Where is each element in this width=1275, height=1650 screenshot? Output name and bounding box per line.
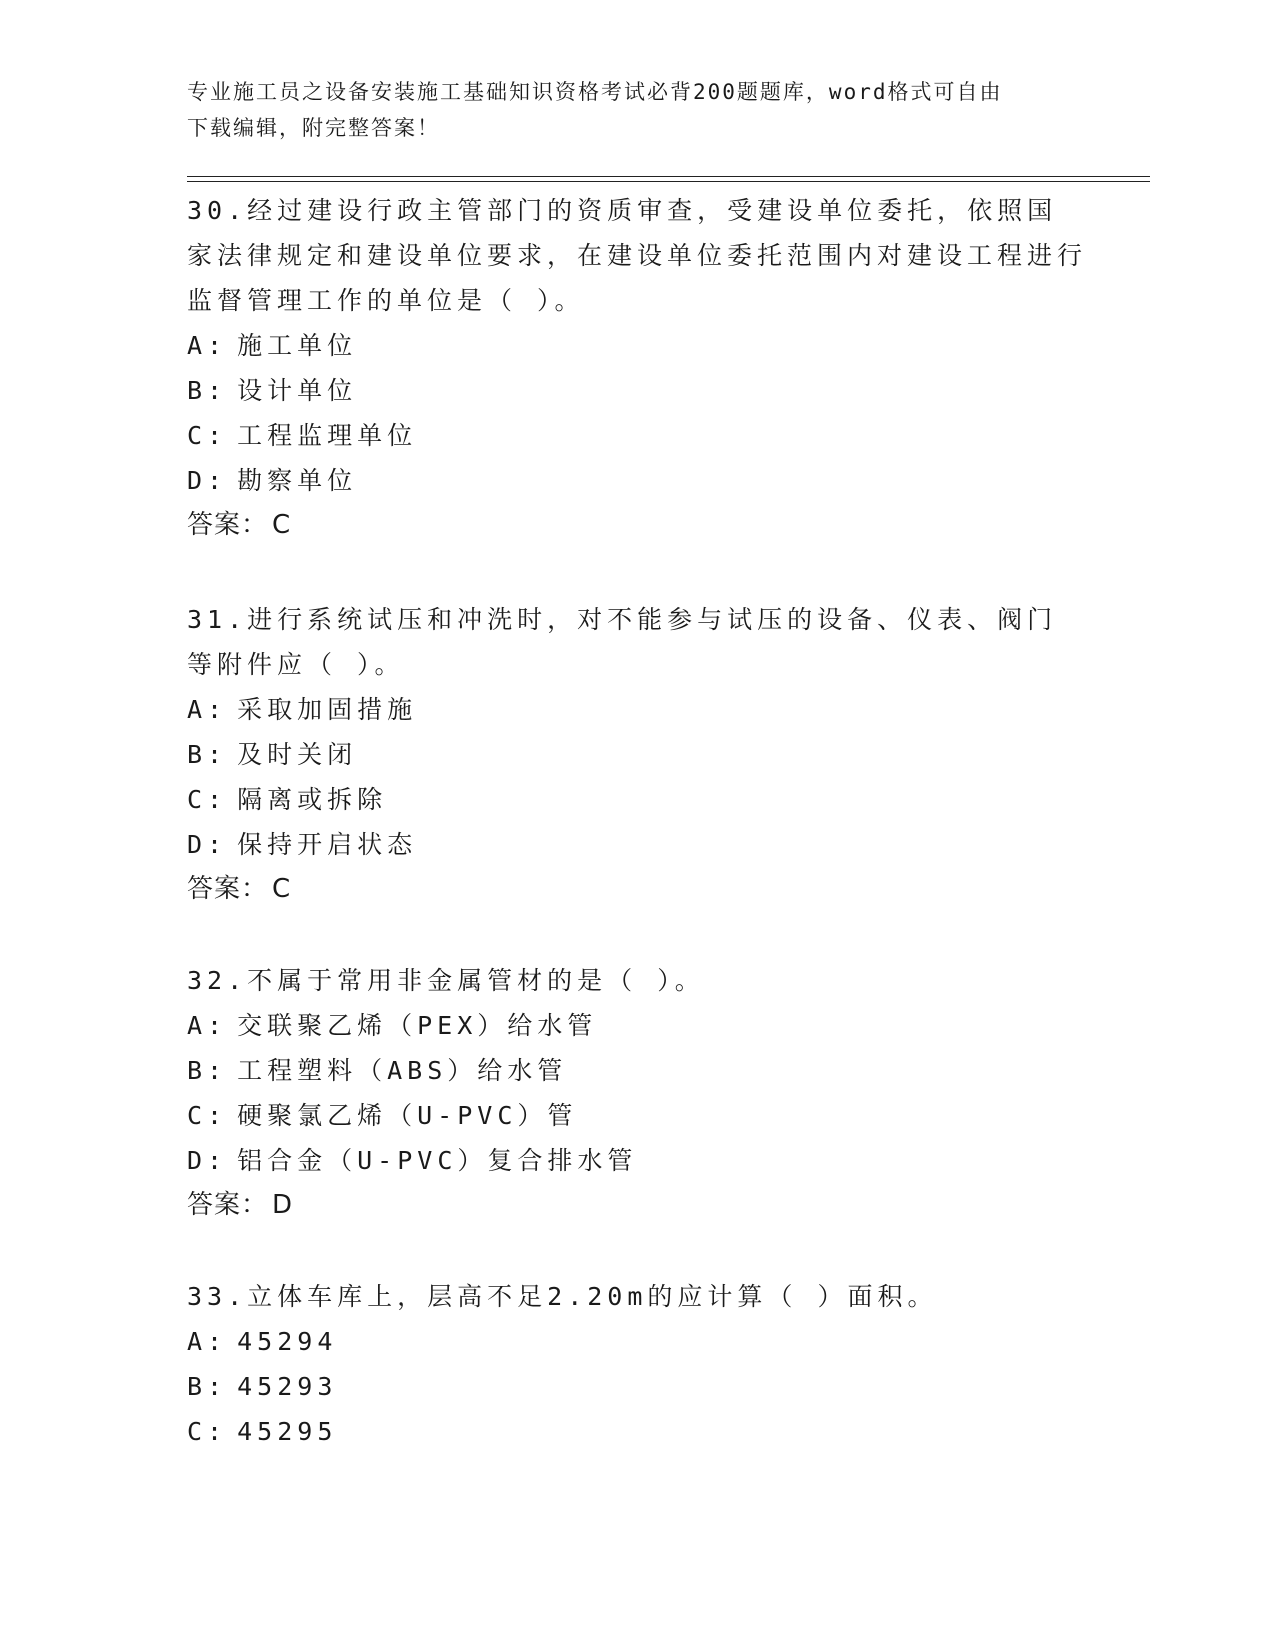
question-stem: 32.不属于常用非金属管材的是（ ）。 <box>187 966 705 995</box>
option-key: A: <box>187 1327 228 1356</box>
option-c <box>187 777 1087 822</box>
option-text: 交联聚乙烯（PEX）给水管 <box>237 1011 598 1040</box>
header-divider-top <box>187 176 1150 177</box>
answer-line <box>187 1183 1087 1228</box>
option-text: 隔离或拆除 <box>237 785 388 814</box>
option-d <box>187 1138 1087 1183</box>
option-text: 及时关闭 <box>237 740 358 769</box>
question-30 <box>187 188 1087 548</box>
header-divider-bottom <box>187 181 1150 182</box>
option-a <box>187 687 1087 732</box>
answer-value: C <box>272 510 292 540</box>
option-text: 施工单位 <box>237 331 358 360</box>
answer-label: 答案： <box>187 1190 269 1220</box>
option-text: 设计单位 <box>237 376 358 405</box>
option-key: A: <box>187 695 228 724</box>
option-key: A: <box>187 331 228 360</box>
header-line-2: 下载编辑，附完整答案！ <box>187 116 440 140</box>
option-key: C: <box>187 1417 228 1446</box>
option-key: D: <box>187 466 228 495</box>
answer-line <box>187 867 1087 912</box>
option-text: 45293 <box>237 1372 338 1401</box>
option-a <box>187 323 1087 368</box>
answer-line <box>187 503 1087 548</box>
option-text: 保持开启状态 <box>237 830 418 859</box>
option-a <box>187 1003 1087 1048</box>
option-c <box>187 413 1087 458</box>
option-key: B: <box>187 1056 228 1085</box>
option-b <box>187 732 1087 777</box>
question-32 <box>187 958 1087 1228</box>
option-text: 采取加固措施 <box>237 695 418 724</box>
option-key: C: <box>187 1101 228 1130</box>
option-text: 硬聚氯乙烯（U-PVC）管 <box>237 1101 578 1130</box>
header-line-1: 专业施工员之设备安装施工基础知识资格考试必背200题题库，word格式可自由 <box>187 80 1003 104</box>
answer-value: D <box>272 1190 294 1220</box>
option-key: C: <box>187 785 228 814</box>
question-33 <box>187 1274 1087 1454</box>
option-a <box>187 1319 1087 1364</box>
option-key: D: <box>187 830 228 859</box>
option-key: C: <box>187 421 228 450</box>
option-d <box>187 458 1087 503</box>
answer-value: C <box>272 874 292 904</box>
option-key: B: <box>187 376 228 405</box>
answer-label: 答案： <box>187 510 269 540</box>
option-b <box>187 1364 1087 1409</box>
option-key: B: <box>187 740 228 769</box>
option-c <box>187 1093 1087 1138</box>
option-c <box>187 1409 1087 1454</box>
question-stem: 30.经过建设行政主管部门的资质审查，受建设单位委托，依照国家法律规定和建设单位要求，在建设单位委托范围内对建设工程进行监督管理工作的单位是（ ）。 <box>187 196 1088 315</box>
document-header <box>187 74 1067 146</box>
question-stem: 33.立体车库上，层高不足2.20m的应计算（ ）面积。 <box>187 1282 938 1311</box>
option-text: 45295 <box>237 1417 338 1446</box>
option-text: 铝合金（U-PVC）复合排水管 <box>237 1146 638 1175</box>
question-31 <box>187 597 1087 912</box>
option-key: D: <box>187 1146 228 1175</box>
option-b <box>187 1048 1087 1093</box>
option-text: 勘察单位 <box>237 466 358 495</box>
option-key: A: <box>187 1011 228 1040</box>
answer-label: 答案： <box>187 874 269 904</box>
option-d <box>187 822 1087 867</box>
question-stem: 31.进行系统试压和冲洗时，对不能参与试压的设备、仪表、阀门等附件应（ ）。 <box>187 605 1058 679</box>
option-text: 工程塑料（ABS）给水管 <box>237 1056 568 1085</box>
option-key: B: <box>187 1372 228 1401</box>
option-b <box>187 368 1087 413</box>
option-text: 工程监理单位 <box>237 421 418 450</box>
option-text: 45294 <box>237 1327 338 1356</box>
